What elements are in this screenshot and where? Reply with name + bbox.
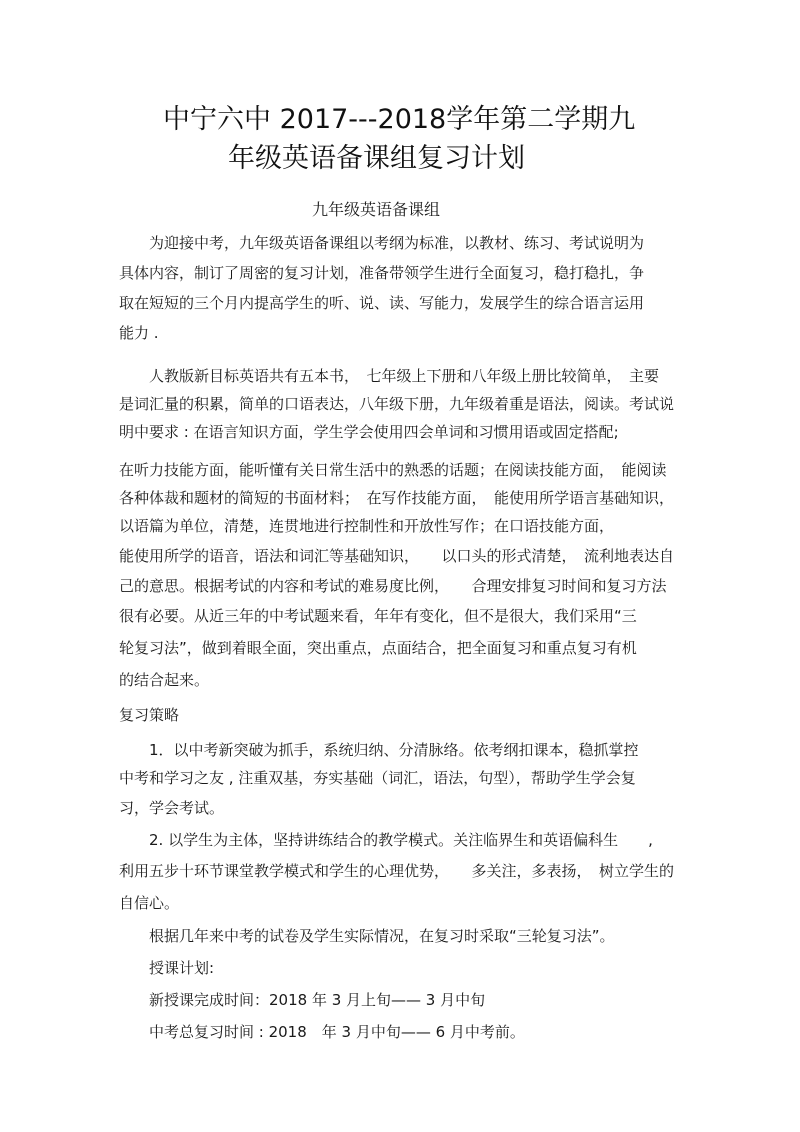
document-title-line-1: 中宁六中 2017---2018学年第二学期九 [163,104,636,135]
document-subtitle: 九年级英语备课组 [312,200,441,219]
body-line: 很有必要。从近三年的中考试题来看，年年有变化，但不是很大，我们采用“三 [119,607,637,625]
body-line: 己的意思。根据考试的内容和考试的难易度比例， 合理安排复习时间和复习方法 [119,577,667,595]
body-line: 各种体裁和题材的简短的书面材料； 在写作技能方面， 能使用所学语言基础知识， [119,489,675,507]
body-line: 能使用所学的语音，语法和词汇等基础知识， 以口头的形式清楚， 流利地表达自 [119,547,675,565]
body-line: 人教版新目标英语共有五本书， 七年级上下册和八年级上册比较简单， 主要 [149,367,660,385]
body-line: 具体内容，制订了周密的复习计划，准备带领学生进行全面复习，稳打稳扎，争 [119,264,645,282]
body-line: 中考总复习时间 : 2018 年 3 月中旬—— 6 月中考前。 [149,1023,525,1041]
body-line: 利用五步十环节课堂教学模式和学生的心理优势， 多关注，多表扬， 树立学生的 [119,862,675,880]
body-line: 中考和学习之友 , 注重双基，夯实基础（词汇，语法，句型），帮助学生学会复 [119,769,636,787]
body-line: 的结合起来。 [119,671,210,689]
body-line: 是词汇量的积累，简单的口语表达，八年级下册，九年级着重是语法，阅读。考试说 [119,395,675,413]
body-line: 1．以中考新突破为抓手，系统归纳、分清脉络。依考纲扣课本，稳抓掌控 [149,741,639,759]
body-line: 自信心。 [119,894,180,912]
body-line: 为迎接中考，九年级英语备课组以考纲为标准，以教材、练习、考试说明为 [149,234,645,252]
body-line: 习，学会考试。 [119,799,225,817]
document-title-line-2: 年级英语备课组复习计划 [228,143,525,174]
body-line: 根据几年来中考的试卷及学生实际情况，在复习时采取“三轮复习法”。 [149,927,615,945]
body-line: 以语篇为单位，清楚，连贯地进行控制性和开放性写作；在口语技能方面， [119,517,615,535]
body-line: 明中要求 : 在语言知识方面，学生学会使用四会单词和习惯用语或固定搭配; [119,423,619,441]
body-line: 轮复习法”，做到着眼全面，突出重点，点面结合，把全面复习和重点复习有机 [119,639,637,657]
body-line: 新授课完成时间：2018 年 3 月上旬—— 3 月中旬 [149,991,486,1009]
body-line: 授课计划: [149,959,215,977]
body-line: 在听力技能方面，能听懂有关日常生活中的熟悉的话题；在阅读技能方面， 能阅读 [119,461,667,479]
section-heading: 复习策略 [119,706,180,724]
body-line: 能力 . [119,324,159,342]
body-line: 取在短短的三个月内提高学生的听、说、读、写能力，发展学生的综合语言运用 [119,294,645,312]
body-line: 2. 以学生为主体，坚持讲练结合的教学模式。关注临界生和英语偏科生 , [149,831,653,849]
